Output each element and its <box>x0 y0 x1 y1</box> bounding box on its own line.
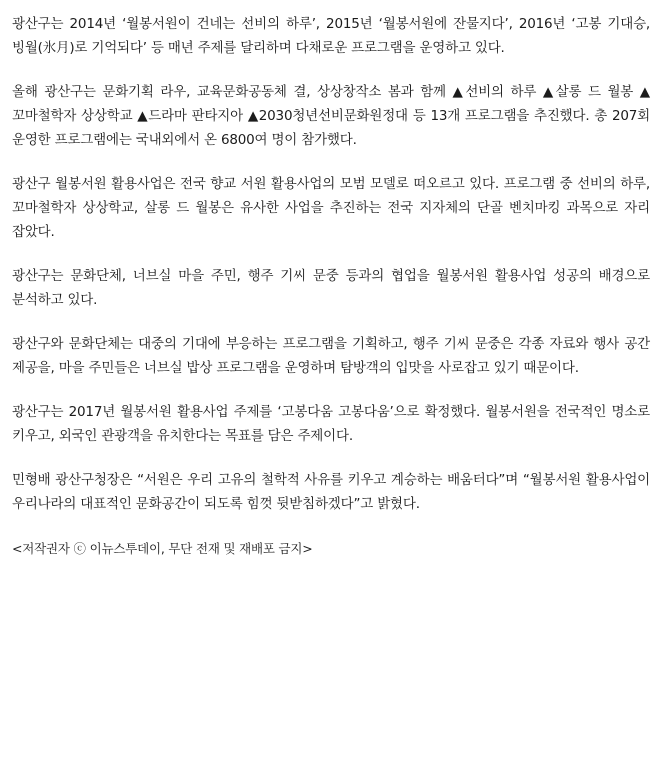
copyright-notice: <저작권자 ⓒ 이뉴스투데이, 무단 전재 및 재배포 금지> <box>12 541 313 557</box>
article-paragraph: 올해 광산구는 문화기획 라우, 교육문화공동체 결, 상상창작소 봄과 함께 ▲선비의 하루 ▲살롱 드 월봉 ▲꼬마철학자 상상학교 ▲드라마 판타지아 ▲2030청년선비문화원정대 등 13개 프로그램을 추진했다. 총 207회 운영한 프로그램에는 국내외에서 온 6800여 명이 참가했다. <box>12 84 650 149</box>
article-paragraph: 광산구와 문화단체는 대중의 기대에 부응하는 프로그램을 기획하고, 행주 기씨 문중은 각종 자료와 행사 공간 제공을, 마을 주민들은 너브실 밥상 프로그램을 운영하며 탐방객의 입맛을 사로잡고 있기 때문이다. <box>12 336 650 377</box>
article-paragraph: 광산구는 문화단체, 너브실 마을 주민, 행주 기씨 문중 등과의 협업을 월봉서원 활용사업 성공의 배경으로 분석하고 있다. <box>12 268 650 309</box>
article-paragraph: 광산구는 2017년 월봉서원 활용사업 주제를 ‘고봉다움 고봉다움’으로 확정했다. 월봉서원을 전국적인 명소로 키우고, 외국인 관광객을 유치한다는 목표를 담은 주제이다. <box>12 404 650 445</box>
article-paragraph: 광산구 월봉서원 활용사업은 전국 향교 서원 활용사업의 모범 모델로 떠오르고 있다. 프로그램 중 선비의 하루, 꼬마철학자 상상학교, 살롱 드 월봉은 유사한 사업을 추진하는 전국 지자체의 단골 벤치마킹 과목으로 자리 잡았다. <box>12 176 650 241</box>
article-paragraph: 민형배 광산구청장은 “서원은 우리 고유의 철학적 사유를 키우고 계승하는 배움터다”며 “월봉서원 활용사업이 우리나라의 대표적인 문화공간이 되도록 힘껏 뒷받침하겠다”고 밝혔다. <box>12 472 650 513</box>
article-paragraph: 광산구는 2014년 ‘월봉서원이 건네는 선비의 하루’, 2015년 ‘월봉서원에 잔물지다’, 2016년 ‘고봉 기대승, 빙월(氷月)로 기억되다’ 등 매년 주제를 달리하며 다채로운 프로그램을 운영하고 있다. <box>12 16 650 57</box>
